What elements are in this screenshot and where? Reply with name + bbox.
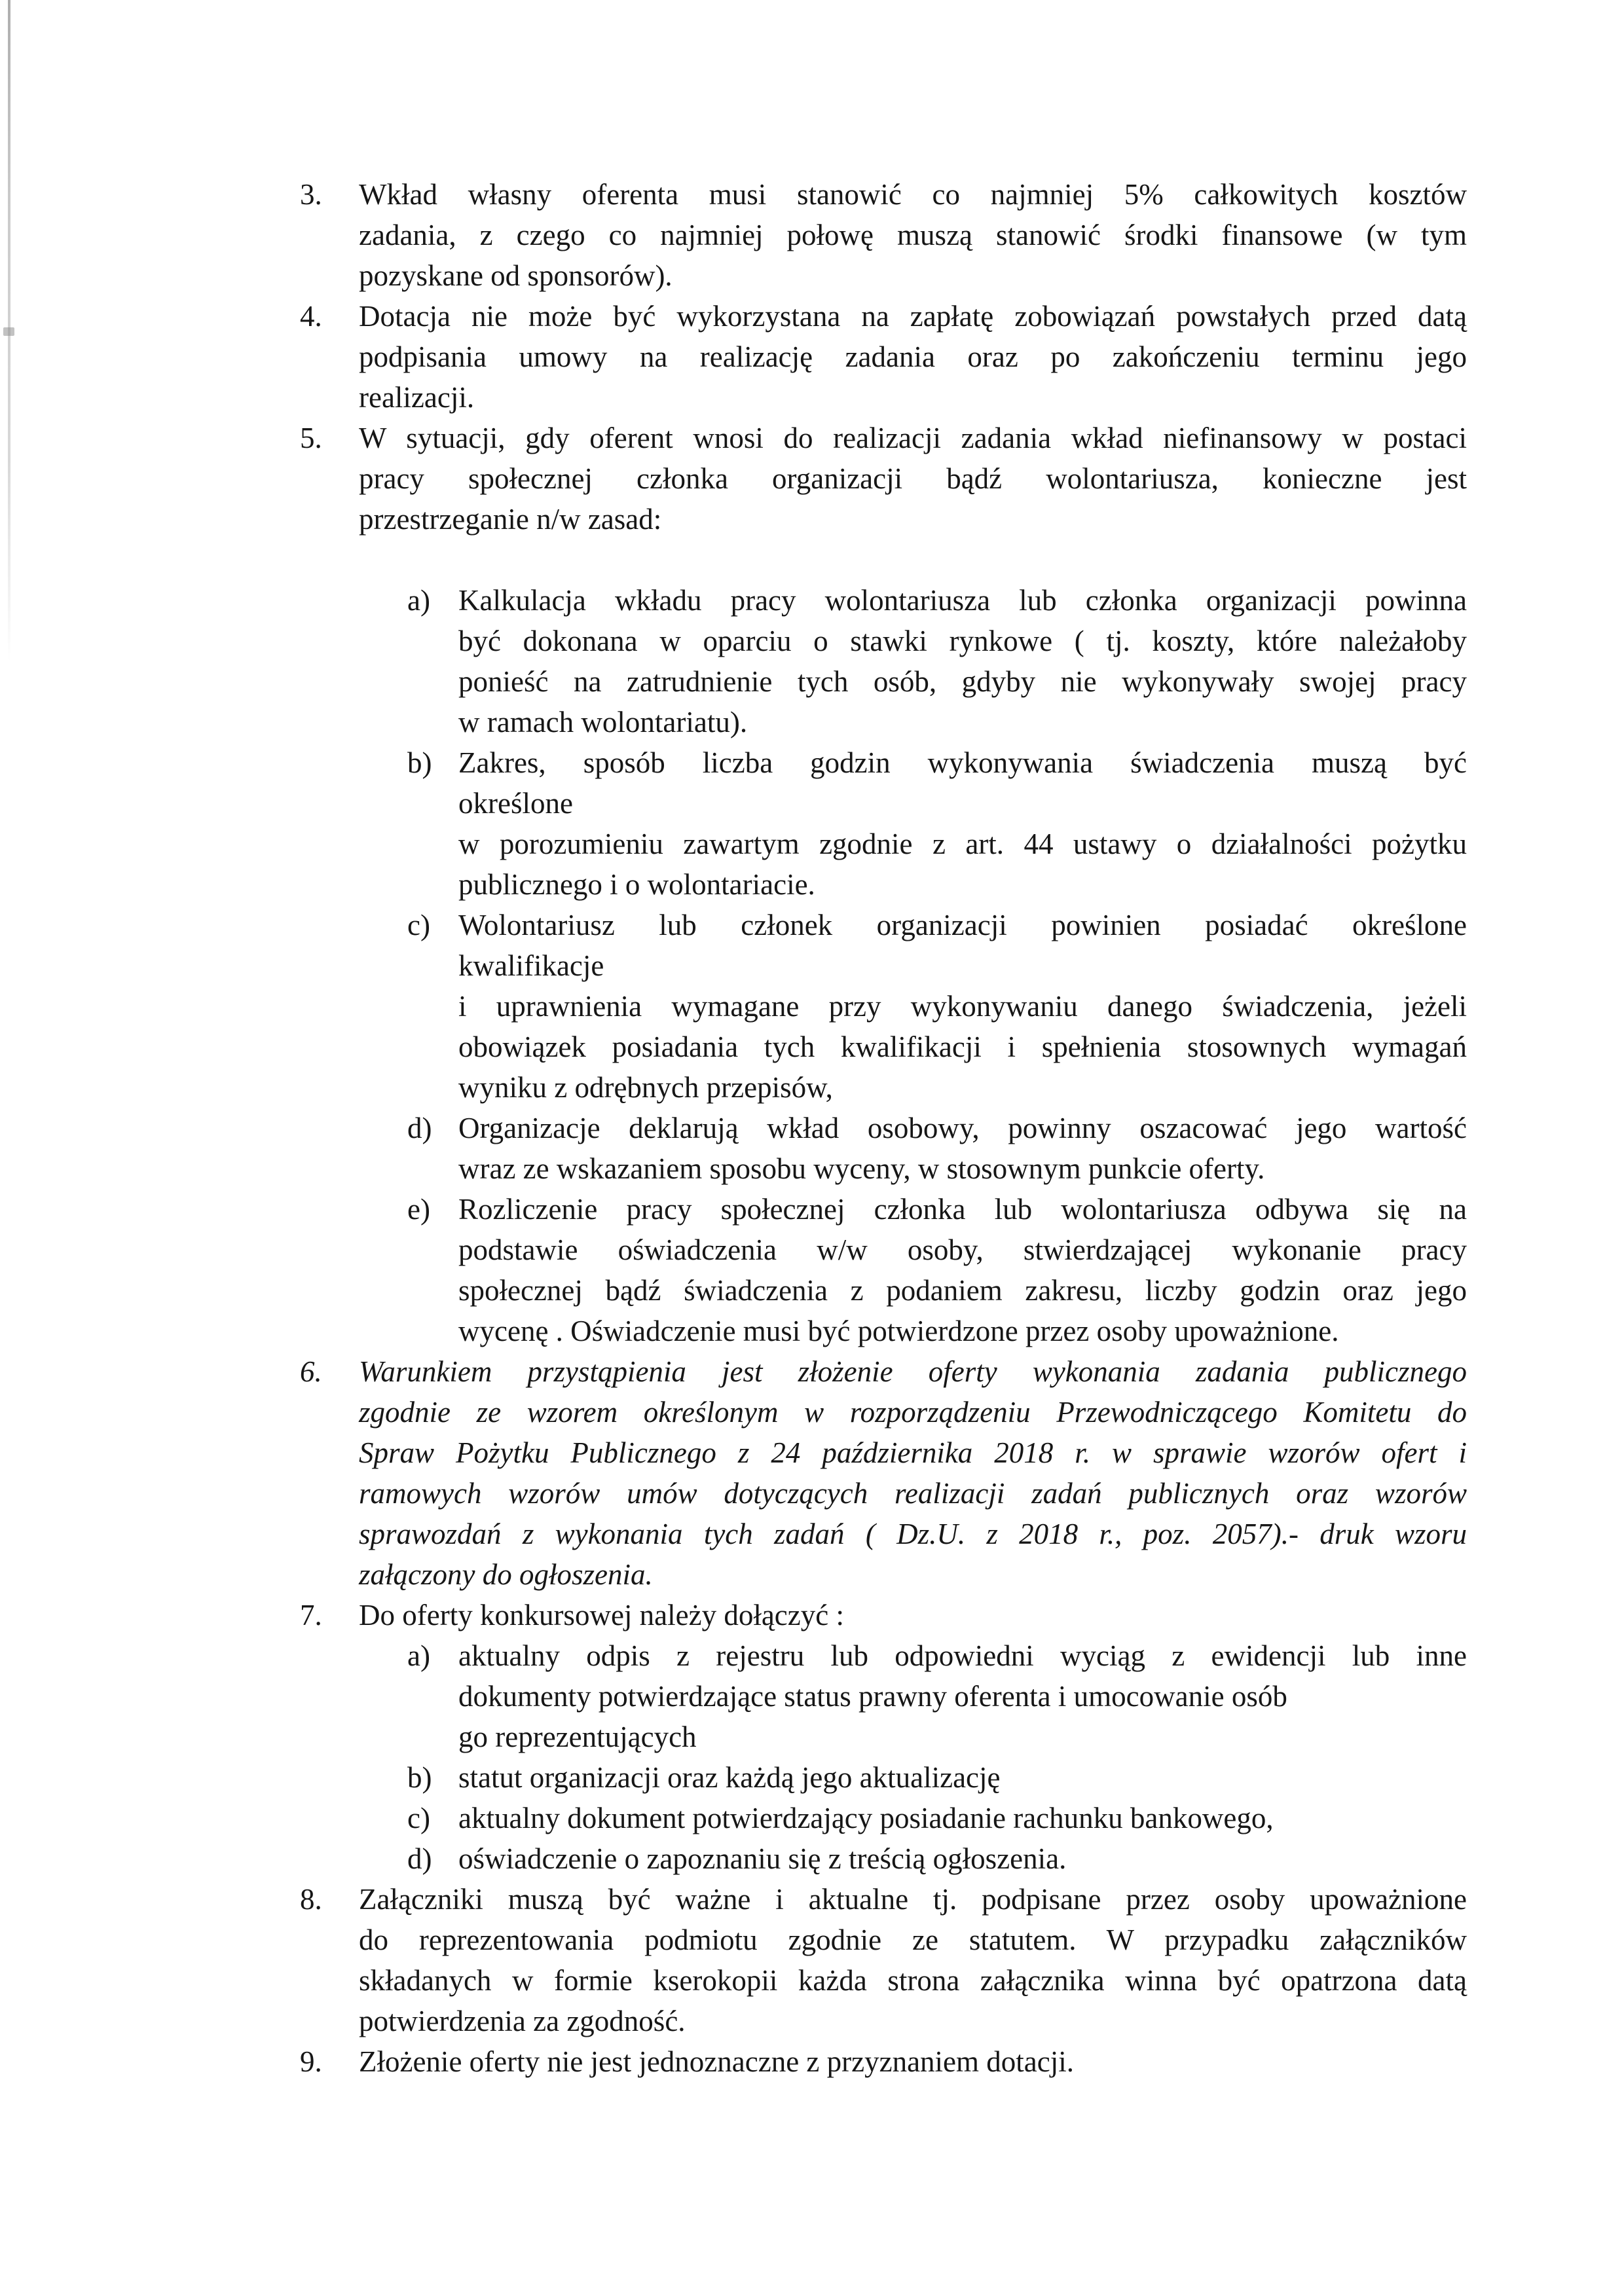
sub-item-letter: e) xyxy=(407,1193,430,1226)
text-line: społecznej bądź świadczenia z podaniem zakresu, liczby godzin oraz jego xyxy=(458,1274,1467,1307)
sub-list-item xyxy=(359,1838,1467,1879)
text-line: pozyskane od sponsorów). xyxy=(359,259,673,292)
text-line: kwalifikacje xyxy=(458,949,604,982)
text-line: załączony do ogłoszenia. xyxy=(359,1558,653,1591)
sub-item-letter: a) xyxy=(407,1639,430,1672)
text-line: aktualny odpis z rejestru lub odpowiedni wyciąg z ewidencji lub inne xyxy=(458,1639,1467,1672)
item-number: 7. xyxy=(300,1599,322,1631)
text-line: określone xyxy=(458,787,573,820)
item-text xyxy=(359,296,1467,418)
text-line: Warunkiem przystąpienia jest złożenie oferty wykonania zadania publicznego xyxy=(359,1355,1467,1388)
sub-item-text xyxy=(458,905,1467,1108)
sub-list-item xyxy=(359,1635,1467,1757)
text-line: Zakres, sposób liczba godzin wykonywania świadczenia muszą być xyxy=(458,746,1467,779)
blank-line xyxy=(359,539,1467,580)
scan-artifact-dash xyxy=(3,327,14,336)
text-line: pracy społecznej członka organizacji bądź wolontariusza, konieczne jest xyxy=(359,462,1467,495)
sub-item-text xyxy=(458,1635,1467,1757)
sub-item-text xyxy=(458,1838,1467,1879)
text-line: przestrzeganie n/w zasad: xyxy=(359,503,662,536)
sub-list-item xyxy=(359,905,1467,1108)
text-line: ponieść na zatrudnienie tych osób, gdyby nie wykonywały swojej pracy xyxy=(458,665,1467,698)
sub-item-letter: b) xyxy=(407,1761,432,1794)
document-list xyxy=(300,174,1467,2082)
text-line: ramowych wzorów umów dotyczących realizacji zadań publicznych oraz wzorów xyxy=(359,1477,1467,1510)
text-line: dokumenty potwierdzające status prawny oferenta i umocowanie osób xyxy=(458,1680,1287,1713)
text-line: podstawie oświadczenia w/w osoby, stwierdzającej wykonanie pracy xyxy=(458,1233,1467,1266)
text-line: wycenę . Oświadczenie musi być potwierdzone przez osoby upoważnione. xyxy=(458,1315,1339,1347)
text-line: statut organizacji oraz każdą jego aktualizację xyxy=(458,1761,1001,1794)
text-line: sprawozdań z wykonania tych zadań ( Dz.U. z 2018 r., poz. 2057).- druk wzoru xyxy=(359,1518,1467,1550)
text-line: wraz ze wskazaniem sposobu wyceny, w stosownym punkcie oferty. xyxy=(458,1152,1265,1185)
text-line: i uprawnienia wymagane przy wykonywaniu danego świadczenia, jeżeli xyxy=(458,990,1467,1023)
sub-list-item xyxy=(359,1798,1467,1838)
text-line: Wkład własny oferenta musi stanowić co najmniej 5% całkowitych kosztów xyxy=(359,178,1467,211)
sub-item-text xyxy=(458,1108,1467,1189)
item-number: 6. xyxy=(300,1355,322,1388)
text-line: W sytuacji, gdy oferent wnosi do realizacji zadania wkład niefinansowy w postaci xyxy=(359,422,1467,454)
text-line: Kalkulacja wkładu pracy wolontariusza lub członka organizacji powinna xyxy=(458,584,1467,617)
item-number: 4. xyxy=(300,300,322,333)
item-text xyxy=(359,2041,1467,2082)
text-line: być dokonana w oparciu o stawki rynkowe ( tj. koszty, które należałoby xyxy=(458,625,1467,657)
item-text xyxy=(359,1879,1467,2041)
text-line: publicznego i o wolontariacie. xyxy=(458,868,815,901)
item-text xyxy=(359,1595,1467,1879)
list-item xyxy=(300,1879,1467,2041)
text-line: obowiązek posiadania tych kwalifikacji i spełnienia stosownych wymagań xyxy=(458,1030,1467,1063)
text-line: składanych w formie kserokopii każda strona załącznika winna być opatrzona datą xyxy=(359,1964,1467,1997)
list-item xyxy=(300,174,1467,296)
text-line: w porozumieniu zawartym zgodnie z art. 44 ustawy o działalności pożytku xyxy=(458,828,1467,860)
text-line: Załączniki muszą być ważne i aktualne tj. podpisane przez osoby upoważnione xyxy=(359,1883,1467,1916)
list-item xyxy=(300,1595,1467,1879)
text-line: oświadczenie o zapoznaniu się z treścią ogłoszenia. xyxy=(458,1842,1067,1875)
list-item xyxy=(300,418,1467,1351)
sub-item-letter: c) xyxy=(407,909,430,941)
text-line: potwierdzenia za zgodność. xyxy=(359,2005,686,2037)
sub-item-text xyxy=(458,580,1467,742)
list-item xyxy=(300,296,1467,418)
text-line: aktualny dokument potwierdzający posiadanie rachunku bankowego, xyxy=(458,1802,1274,1834)
item-text xyxy=(359,1351,1467,1595)
item-number: 3. xyxy=(300,178,322,211)
item-number: 8. xyxy=(300,1883,322,1916)
text-line: zgodnie ze wzorem określonym w rozporządzeniu Przewodniczącego Komitetu do xyxy=(359,1396,1467,1429)
sub-list-item xyxy=(359,1189,1467,1351)
text-line: zadania, z czego co najmniej połowę muszą stanowić środki finansowe (w tym xyxy=(359,219,1467,251)
text-line: do reprezentowania podmiotu zgodnie ze statutem. W przypadku załączników xyxy=(359,1923,1467,1956)
text-line: realizacji. xyxy=(359,381,475,414)
text-line: wyniku z odrębnych przepisów, xyxy=(458,1071,833,1104)
sub-item-letter: a) xyxy=(407,584,430,617)
item-number: 9. xyxy=(300,2045,322,2078)
text-line: Dotacja nie może być wykorzystana na zapłatę zobowiązań powstałych przed datą xyxy=(359,300,1467,333)
text-line: Spraw Pożytku Publicznego z 24 października 2018 r. w sprawie wzorów ofert i xyxy=(359,1436,1467,1469)
sub-list-item xyxy=(359,742,1467,905)
text-line: w ramach wolontariatu). xyxy=(458,706,748,738)
sub-list-item xyxy=(359,1108,1467,1189)
list-item xyxy=(300,1351,1467,1595)
sub-list-item xyxy=(359,580,1467,742)
text-line: Do oferty konkursowej należy dołączyć : xyxy=(359,1599,844,1631)
item-text xyxy=(359,418,1467,1351)
text-line: podpisania umowy na realizację zadania oraz po zakończeniu terminu jego xyxy=(359,340,1467,373)
list-item xyxy=(300,2041,1467,2082)
item-number: 5. xyxy=(300,422,322,454)
sub-item-text xyxy=(458,1189,1467,1351)
text-line: Złożenie oferty nie jest jednoznaczne z przyznaniem dotacji. xyxy=(359,2045,1074,2078)
text-line: go reprezentujących xyxy=(458,1721,697,1753)
sub-item-letter: b) xyxy=(407,746,432,779)
text-line: Rozliczenie pracy społecznej członka lub wolontariusza odbywa się na xyxy=(458,1193,1467,1226)
sub-item-text xyxy=(458,742,1467,905)
sub-item-letter: d) xyxy=(407,1842,432,1875)
sub-list-item xyxy=(359,1757,1467,1798)
sub-item-letter: d) xyxy=(407,1112,432,1144)
text-line: Organizacje deklarują wkład osobowy, powinny oszacować jego wartość xyxy=(458,1112,1467,1144)
item-text xyxy=(359,174,1467,296)
sub-item-text xyxy=(458,1798,1467,1838)
text-line: Wolontariusz lub członek organizacji powinien posiadać określone xyxy=(458,909,1467,941)
sub-item-text xyxy=(458,1757,1467,1798)
sub-item-letter: c) xyxy=(407,1802,430,1834)
